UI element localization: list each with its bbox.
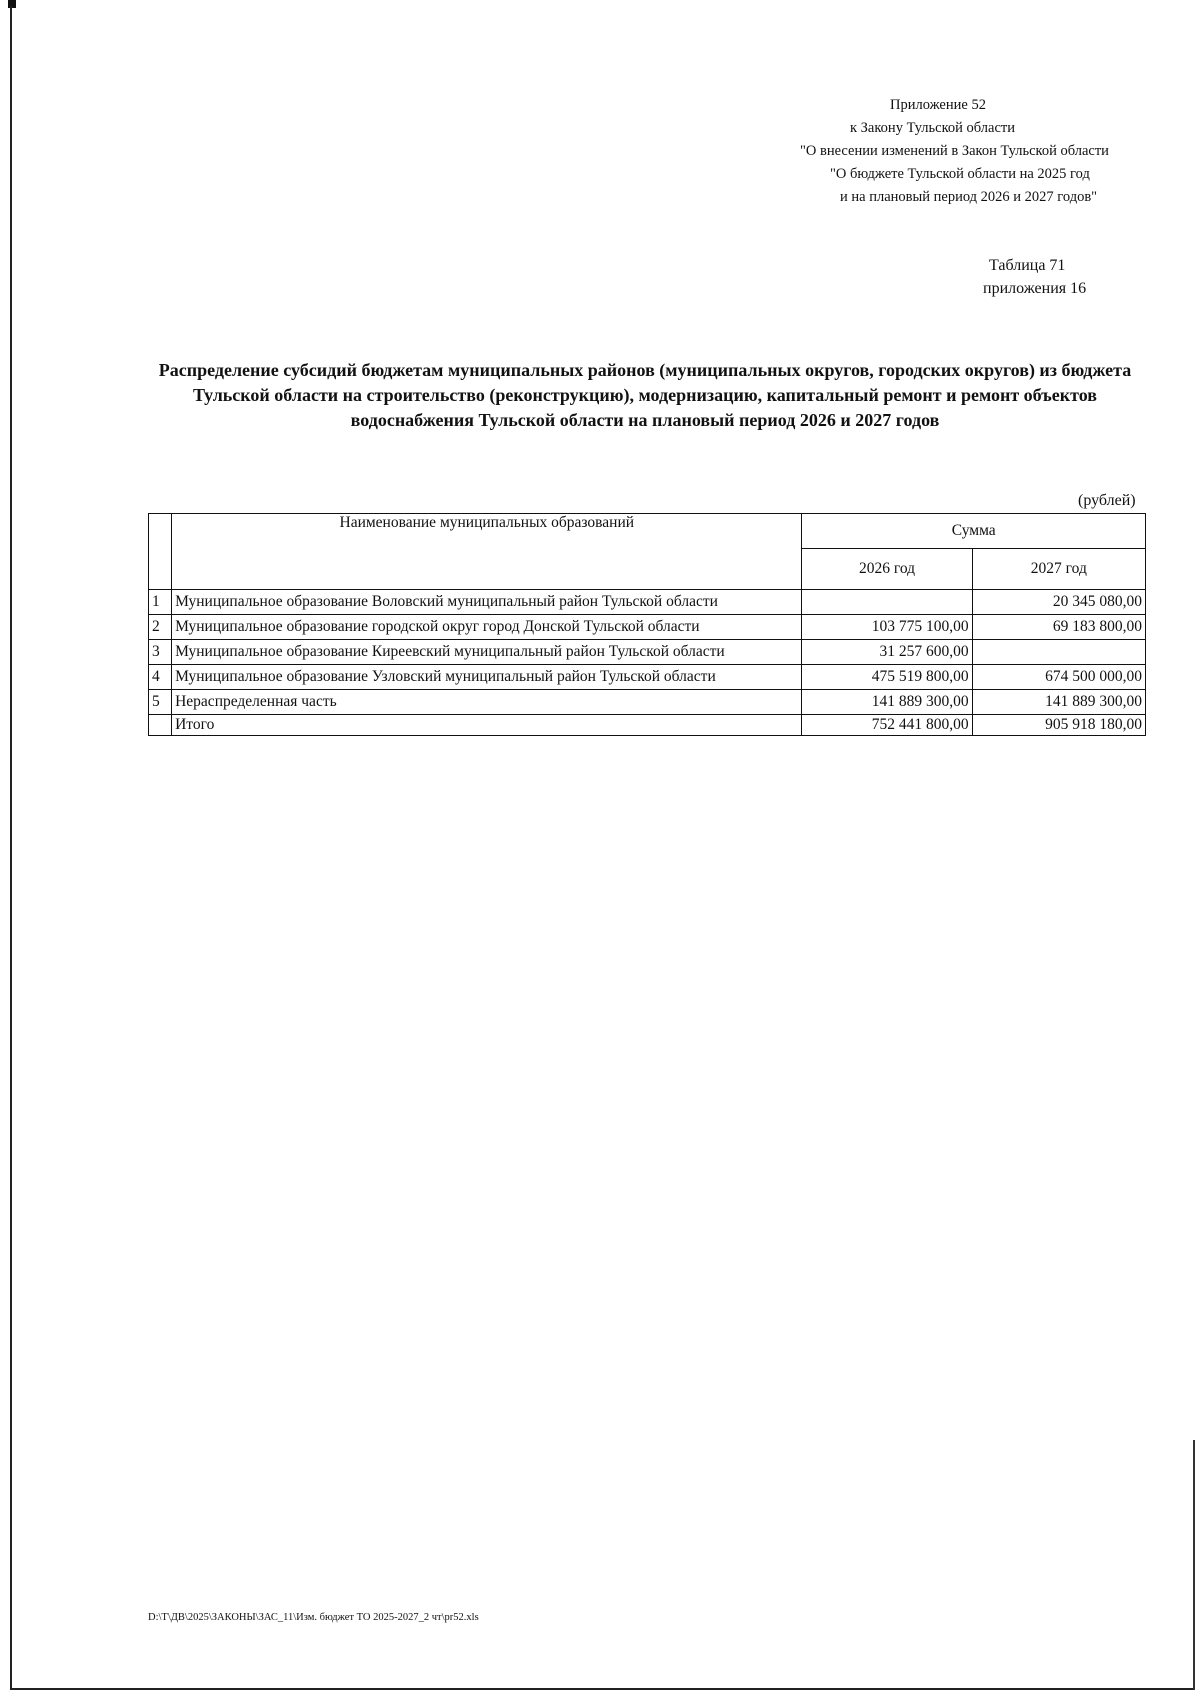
row-number: 1 (149, 590, 172, 615)
row-name: Муниципальное образование Воловский муниципальный район Тульской области (172, 590, 802, 615)
header-sum: Сумма (802, 514, 1146, 549)
row-value-2026: 475 519 800,00 (802, 665, 972, 690)
total-number (149, 715, 172, 736)
row-number: 5 (149, 690, 172, 715)
header-number-cell (149, 514, 172, 590)
table-row (149, 590, 1146, 615)
file-path-footer: D:\Т\ДВ\2025\ЗАКОНЫ\ЗАС_11\Изм. бюджет ТО 2025-2027_2 чт\pr52.xls (148, 1612, 479, 1623)
appendix-line: к Закону Тульской области (850, 120, 1016, 136)
row-name: Муниципальное образование Узловский муниципальный район Тульской области (172, 665, 802, 690)
row-value-2026: 103 775 100,00 (802, 615, 972, 640)
row-value-2027: 20 345 080,00 (972, 590, 1145, 615)
table-reference (983, 254, 1086, 300)
row-number: 4 (149, 665, 172, 690)
header-year-2027: 2027 год (972, 549, 1145, 590)
row-value-2026: 141 889 300,00 (802, 690, 972, 715)
row-name: Муниципальное образование городской округ город Донской Тульской области (172, 615, 802, 640)
document-title: Распределение субсидий бюджетам муниципальных районов (муниципальных округов, городских округов) из бюджета Тульской области на строительство (реконструкцию), модернизацию, капитальный ремонт и ремонт объектов водоснабжения Тульской области на плановый период 2026 и 2027 годов (158, 360, 1132, 430)
scan-left-border (10, 6, 12, 1690)
row-number: 2 (149, 615, 172, 640)
header-name: Наименование муниципальных образований (172, 514, 802, 590)
unit-label: (рублей) (1078, 492, 1136, 509)
subsidy-table (148, 513, 1146, 736)
row-name: Нераспределенная часть (172, 690, 802, 715)
appendix-line: Приложение 52 (890, 97, 986, 113)
scan-bottom-border (10, 1688, 1195, 1690)
appendix-line: "О бюджете Тульской области на 2025 год (830, 166, 1090, 182)
scan-right-border (1193, 1440, 1195, 1690)
table-row (149, 665, 1146, 690)
total-value-2027: 905 918 180,00 (972, 715, 1145, 736)
row-value-2027: 69 183 800,00 (972, 615, 1145, 640)
table-appendix-ref: приложения 16 (983, 280, 1087, 297)
table-row (149, 615, 1146, 640)
total-value-2026: 752 441 800,00 (802, 715, 972, 736)
appendix-header (760, 94, 1140, 209)
row-value-2027 (972, 640, 1145, 665)
row-value-2027: 141 889 300,00 (972, 690, 1145, 715)
row-value-2026 (802, 590, 972, 615)
appendix-line: и на плановый период 2026 и 2027 годов" (840, 189, 1098, 205)
table-row (149, 640, 1146, 665)
table-header-row (149, 514, 1146, 549)
appendix-line: "О внесении изменений в Закон Тульской области (800, 143, 1109, 159)
total-label: Итого (172, 715, 802, 736)
row-number: 3 (149, 640, 172, 665)
table-total-row (149, 715, 1146, 736)
table-number: Таблица 71 (989, 257, 1066, 274)
row-value-2027: 674 500 000,00 (972, 665, 1145, 690)
header-year-2026: 2026 год (802, 549, 972, 590)
table-row (149, 690, 1146, 715)
row-name: Муниципальное образование Киреевский муниципальный район Тульской области (172, 640, 802, 665)
row-value-2026: 31 257 600,00 (802, 640, 972, 665)
